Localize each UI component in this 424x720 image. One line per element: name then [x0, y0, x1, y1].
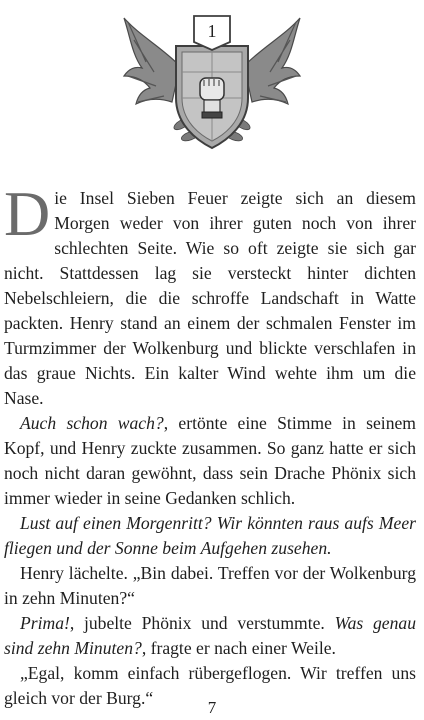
italic-speech: Auch schon wach? [20, 413, 164, 433]
paragraph-text: ie Insel Sieben Feuer zeigte sich an diesem Morgen weder von ihrer guten noch von ihrer schlechten Seite. Wie so oft zeigte sie sich gar nicht. Stattdessen lag sie versteckt hinter dichten Nebelschleiern, die die schroffe Landschaft in Watte packten. Henry stand an einem der schmalen Fenster im Turmzimmer der Wolkenburg und blickte verschlafen in das graue Nichts. Ein kalter Wind wehte ihm um die Nase. [4, 188, 416, 408]
paragraph-1 [4, 178, 416, 411]
paragraph-text: , ertönte eine Stimme in seinem Kopf, und Henry zuckte zusammen. So ganz hatte er sich noch nicht daran gewöhnt, dass sein Drache Phönix sich immer wieder in seine Gedanken schlich. [4, 413, 416, 508]
paragraph-text: , fragte er nach einer Weile. [141, 638, 336, 658]
italic-speech: Lust auf einen Morgenritt? Wir könnten raus aufs Meer fliegen und der Sonne beim Aufgehen zusehen. [4, 513, 416, 558]
paragraph-3 [4, 511, 416, 561]
paragraph-text: „Egal, komm einfach rübergeflogen. Wir treffen uns gleich vor der Burg.“ [4, 663, 416, 708]
paragraph-4 [4, 561, 416, 611]
italic-speech: Prima! [20, 613, 70, 633]
italic-speech: Was genau sind zehn Minuten? [4, 613, 416, 658]
chapter-number: 1 [207, 21, 217, 41]
paragraph-text: , jubelte Phönix und verstummte. [69, 613, 335, 633]
left-wing-icon [124, 18, 180, 104]
drop-cap: D [4, 178, 51, 249]
paragraph-2 [4, 411, 416, 511]
chapter-emblem [120, 6, 304, 156]
paragraph-5 [4, 611, 416, 661]
page-number: 7 [207, 698, 217, 717]
right-wing-icon [244, 18, 300, 104]
fist-icon [200, 78, 224, 118]
paragraph-text: Henry lächelte. „Bin dabei. Treffen vor der Wolkenburg in zehn Minuten?“ [4, 563, 416, 608]
body-text [4, 178, 416, 711]
